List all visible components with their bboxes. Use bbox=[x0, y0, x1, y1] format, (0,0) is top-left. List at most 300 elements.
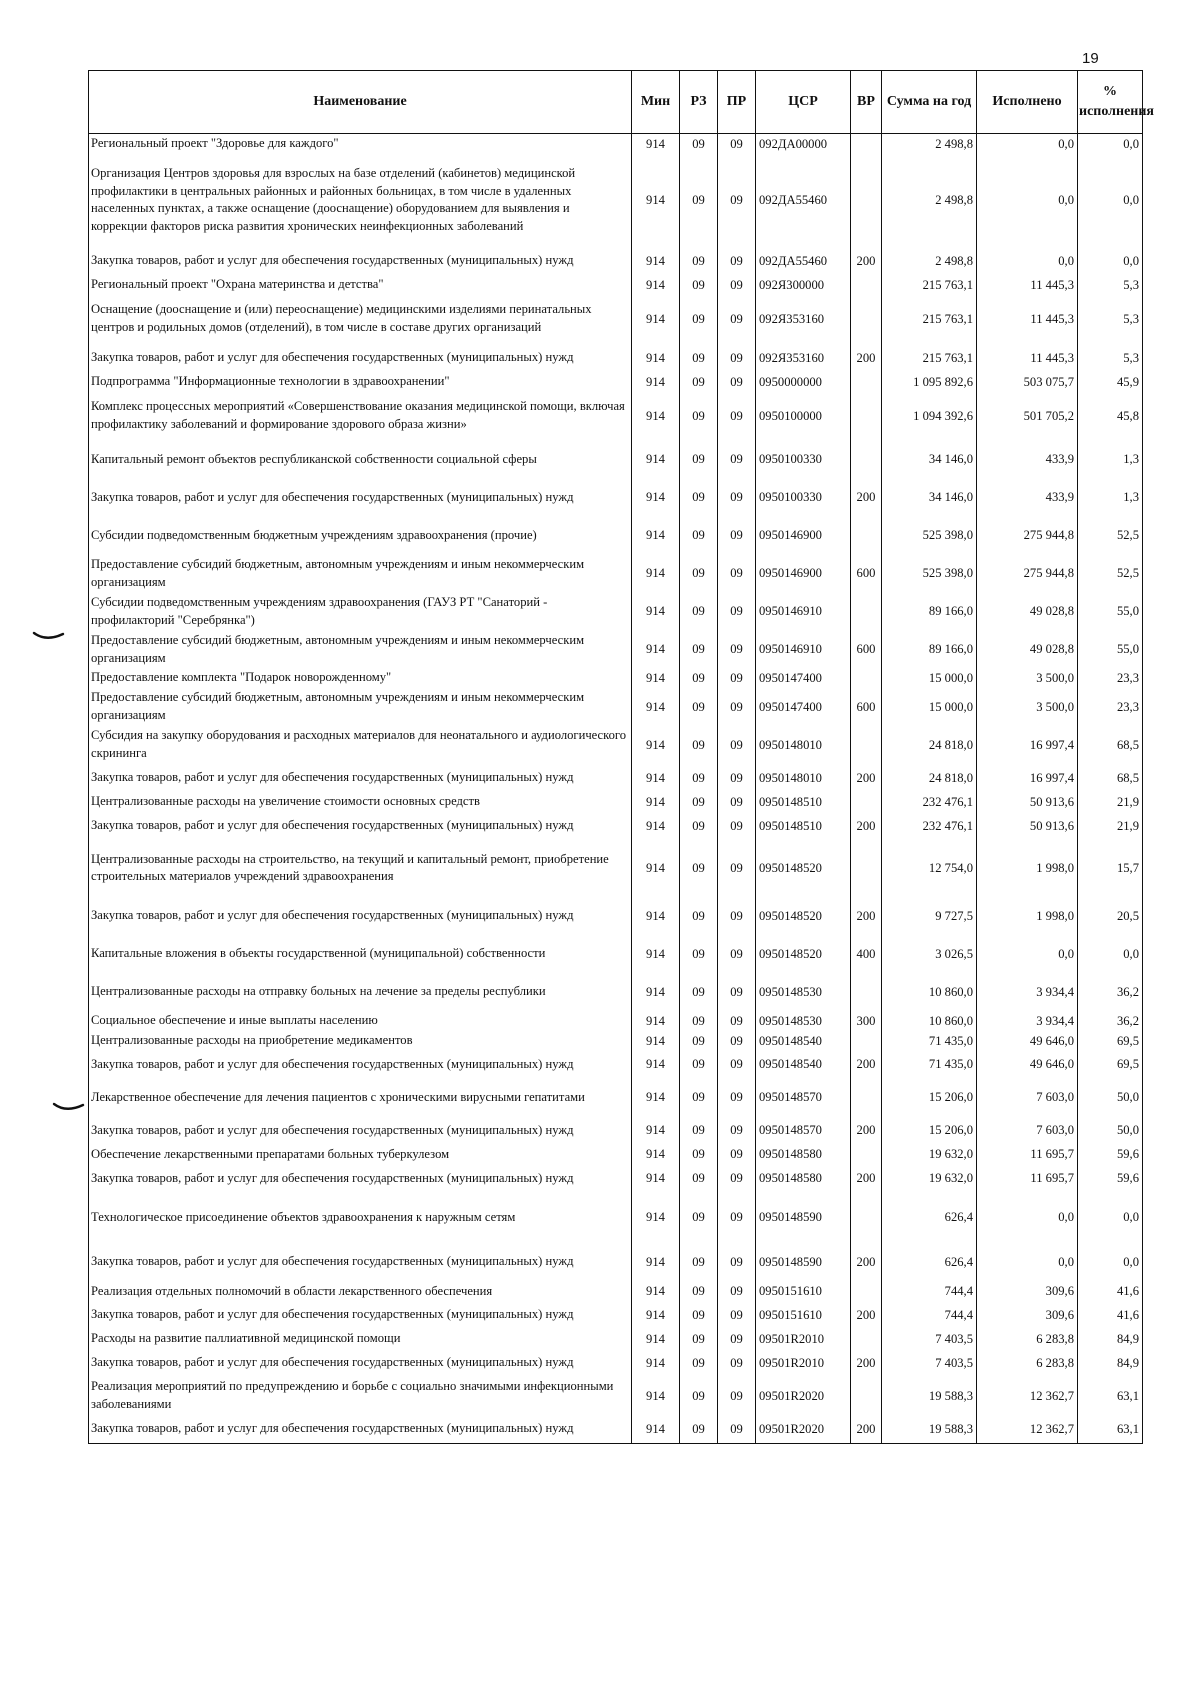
row-vr bbox=[851, 1193, 882, 1243]
table-row bbox=[89, 1282, 1143, 1302]
row-rz: 09 bbox=[680, 1301, 718, 1329]
row-min: 914 bbox=[632, 1011, 680, 1031]
table-row bbox=[89, 134, 1143, 154]
row-sum: 215 763,1 bbox=[882, 295, 977, 344]
row-pr: 09 bbox=[718, 935, 756, 973]
row-pct: 63,1 bbox=[1078, 1377, 1143, 1415]
row-pct: 5,3 bbox=[1078, 295, 1143, 344]
row-name: Подпрограмма "Информационные технологии в здравоохранении" bbox=[89, 372, 632, 392]
row-exec: 0,0 bbox=[977, 1193, 1078, 1243]
row-vr bbox=[851, 1282, 882, 1302]
row-min: 914 bbox=[632, 392, 680, 441]
table-row bbox=[89, 479, 1143, 517]
row-pct: 1,3 bbox=[1078, 479, 1143, 517]
table-row bbox=[89, 441, 1143, 479]
row-rz: 09 bbox=[680, 792, 718, 812]
row-rz: 09 bbox=[680, 897, 718, 935]
row-rz: 09 bbox=[680, 479, 718, 517]
row-exec: 0,0 bbox=[977, 247, 1078, 275]
row-min: 914 bbox=[632, 555, 680, 593]
row-exec: 3 500,0 bbox=[977, 668, 1078, 688]
row-csr: 0950148010 bbox=[756, 764, 851, 792]
row-sum: 525 398,0 bbox=[882, 555, 977, 593]
row-csr: 0950100330 bbox=[756, 441, 851, 479]
row-rz: 09 bbox=[680, 812, 718, 840]
row-sum: 3 026,5 bbox=[882, 935, 977, 973]
row-rz: 09 bbox=[680, 688, 718, 726]
row-rz: 09 bbox=[680, 295, 718, 344]
table-row bbox=[89, 517, 1143, 555]
row-csr: 0950148510 bbox=[756, 792, 851, 812]
row-rz: 09 bbox=[680, 1415, 718, 1443]
row-pr: 09 bbox=[718, 1079, 756, 1117]
row-vr bbox=[851, 275, 882, 295]
row-pr: 09 bbox=[718, 668, 756, 688]
row-sum: 71 435,0 bbox=[882, 1031, 977, 1051]
table-row bbox=[89, 973, 1143, 1011]
row-exec: 49 028,8 bbox=[977, 593, 1078, 631]
table-row bbox=[89, 840, 1143, 897]
column-header-min: Мин bbox=[632, 71, 680, 134]
row-vr bbox=[851, 372, 882, 392]
row-sum: 89 166,0 bbox=[882, 631, 977, 669]
row-sum: 34 146,0 bbox=[882, 441, 977, 479]
row-exec: 11 695,7 bbox=[977, 1145, 1078, 1165]
row-rz: 09 bbox=[680, 344, 718, 372]
table-row bbox=[89, 247, 1143, 275]
row-csr: 092Я300000 bbox=[756, 275, 851, 295]
row-vr bbox=[851, 668, 882, 688]
row-vr bbox=[851, 1031, 882, 1051]
row-vr: 200 bbox=[851, 247, 882, 275]
row-csr: 09501R2010 bbox=[756, 1329, 851, 1349]
row-pct: 0,0 bbox=[1078, 935, 1143, 973]
row-pct: 5,3 bbox=[1078, 275, 1143, 295]
row-rz: 09 bbox=[680, 134, 718, 154]
row-min: 914 bbox=[632, 1349, 680, 1377]
row-vr: 600 bbox=[851, 631, 882, 669]
row-csr: 0950148510 bbox=[756, 812, 851, 840]
budget-table bbox=[88, 70, 1155, 1444]
row-vr: 200 bbox=[851, 812, 882, 840]
row-exec: 1 998,0 bbox=[977, 897, 1078, 935]
row-rz: 09 bbox=[680, 973, 718, 1011]
row-pct: 45,9 bbox=[1078, 372, 1143, 392]
row-exec: 501 705,2 bbox=[977, 392, 1078, 441]
table-row bbox=[89, 1377, 1143, 1415]
table-row bbox=[89, 1079, 1143, 1117]
row-exec: 11 695,7 bbox=[977, 1165, 1078, 1193]
row-vr bbox=[851, 134, 882, 154]
row-name: Комплекс процессных мероприятий «Совершенствование оказания медицинской помощи, включая профилактику заболеваний и формирование здорового образа жизни» bbox=[89, 392, 632, 441]
table-body bbox=[89, 134, 1143, 1444]
row-csr: 092ДА00000 bbox=[756, 134, 851, 154]
table-row bbox=[89, 1349, 1143, 1377]
row-pr: 09 bbox=[718, 1349, 756, 1377]
row-pct: 63,1 bbox=[1078, 1415, 1143, 1443]
row-csr: 0950148520 bbox=[756, 840, 851, 897]
row-pr: 09 bbox=[718, 441, 756, 479]
row-pr: 09 bbox=[718, 726, 756, 764]
row-pr: 09 bbox=[718, 973, 756, 1011]
row-exec: 309,6 bbox=[977, 1301, 1078, 1329]
row-name: Закупка товаров, работ и услуг для обеспечения государственных (муниципальных) нужд bbox=[89, 1051, 632, 1079]
row-vr bbox=[851, 973, 882, 1011]
row-pr: 09 bbox=[718, 1377, 756, 1415]
row-pr: 09 bbox=[718, 764, 756, 792]
row-pct: 84,9 bbox=[1078, 1349, 1143, 1377]
row-min: 914 bbox=[632, 897, 680, 935]
table-row bbox=[89, 726, 1143, 764]
row-min: 914 bbox=[632, 134, 680, 154]
table-row bbox=[89, 1031, 1143, 1051]
row-pct: 69,5 bbox=[1078, 1051, 1143, 1079]
row-exec: 503 075,7 bbox=[977, 372, 1078, 392]
row-pr: 09 bbox=[718, 154, 756, 247]
row-exec: 6 283,8 bbox=[977, 1329, 1078, 1349]
row-name: Расходы на развитие паллиативной медицинской помощи bbox=[89, 1329, 632, 1349]
row-exec: 11 445,3 bbox=[977, 344, 1078, 372]
row-sum: 71 435,0 bbox=[882, 1051, 977, 1079]
row-pr: 09 bbox=[718, 372, 756, 392]
row-vr: 200 bbox=[851, 479, 882, 517]
row-rz: 09 bbox=[680, 1282, 718, 1302]
row-pr: 09 bbox=[718, 1051, 756, 1079]
row-rz: 09 bbox=[680, 1145, 718, 1165]
row-pr: 09 bbox=[718, 1165, 756, 1193]
row-pr: 09 bbox=[718, 1117, 756, 1145]
row-csr: 0950147400 bbox=[756, 688, 851, 726]
row-csr: 0950148590 bbox=[756, 1243, 851, 1282]
row-sum: 215 763,1 bbox=[882, 275, 977, 295]
row-csr: 0950151610 bbox=[756, 1301, 851, 1329]
row-pr: 09 bbox=[718, 247, 756, 275]
table-row bbox=[89, 764, 1143, 792]
row-pct: 55,0 bbox=[1078, 631, 1143, 669]
row-name: Организация Центров здоровья для взрослых на базе отделений (кабинетов) медицинской профилактики в центральных районных и районных больницах, в том числе в удаленных населенных пунктах, а также оснащение (дооснащение) оборудованием для выявления и коррекции факторов риска развития хронических неинфекционных заболеваний bbox=[89, 154, 632, 247]
row-pct: 59,6 bbox=[1078, 1145, 1143, 1165]
row-vr: 300 bbox=[851, 1011, 882, 1031]
row-pct: 45,8 bbox=[1078, 392, 1143, 441]
row-csr: 092ДА55460 bbox=[756, 247, 851, 275]
row-sum: 89 166,0 bbox=[882, 593, 977, 631]
row-sum: 24 818,0 bbox=[882, 764, 977, 792]
row-vr: 200 bbox=[851, 1243, 882, 1282]
row-name: Закупка товаров, работ и услуг для обеспечения государственных (муниципальных) нужд bbox=[89, 479, 632, 517]
row-min: 914 bbox=[632, 1193, 680, 1243]
row-sum: 2 498,8 bbox=[882, 247, 977, 275]
row-rz: 09 bbox=[680, 1193, 718, 1243]
table-row bbox=[89, 372, 1143, 392]
row-sum: 215 763,1 bbox=[882, 344, 977, 372]
row-min: 914 bbox=[632, 1165, 680, 1193]
table-row bbox=[89, 275, 1143, 295]
row-pr: 09 bbox=[718, 275, 756, 295]
table-header bbox=[89, 71, 1155, 134]
row-name: Капитальные вложения в объекты государственной (муниципальной) собственности bbox=[89, 935, 632, 973]
row-pct: 84,9 bbox=[1078, 1329, 1143, 1349]
row-min: 914 bbox=[632, 935, 680, 973]
table-row bbox=[89, 631, 1143, 669]
row-csr: 0950148540 bbox=[756, 1051, 851, 1079]
row-sum: 7 403,5 bbox=[882, 1329, 977, 1349]
row-pct: 23,3 bbox=[1078, 668, 1143, 688]
table-row bbox=[89, 555, 1143, 593]
row-exec: 433,9 bbox=[977, 479, 1078, 517]
row-min: 914 bbox=[632, 441, 680, 479]
table-row bbox=[89, 935, 1143, 973]
row-csr: 0950100330 bbox=[756, 479, 851, 517]
row-vr: 600 bbox=[851, 555, 882, 593]
table-row bbox=[89, 1117, 1143, 1145]
row-name: Закупка товаров, работ и услуг для обеспечения государственных (муниципальных) нужд bbox=[89, 897, 632, 935]
row-pct: 20,5 bbox=[1078, 897, 1143, 935]
row-exec: 0,0 bbox=[977, 1243, 1078, 1282]
column-header-pct: % исполнения bbox=[1078, 71, 1143, 134]
table-row bbox=[89, 1301, 1143, 1329]
table-row bbox=[89, 295, 1143, 344]
row-name: Капитальный ремонт объектов республиканской собственности социальной сферы bbox=[89, 441, 632, 479]
row-sum: 15 206,0 bbox=[882, 1117, 977, 1145]
row-vr: 200 bbox=[851, 1415, 882, 1443]
row-sum: 1 094 392,6 bbox=[882, 392, 977, 441]
row-csr: 0950148520 bbox=[756, 935, 851, 973]
row-min: 914 bbox=[632, 1415, 680, 1443]
row-pct: 36,2 bbox=[1078, 973, 1143, 1011]
margin-pen-mark bbox=[32, 630, 66, 644]
row-name: Закупка товаров, работ и услуг для обеспечения государственных (муниципальных) нужд bbox=[89, 812, 632, 840]
row-rz: 09 bbox=[680, 275, 718, 295]
row-vr: 600 bbox=[851, 688, 882, 726]
row-sum: 19 588,3 bbox=[882, 1377, 977, 1415]
row-min: 914 bbox=[632, 668, 680, 688]
table-row bbox=[89, 344, 1143, 372]
row-csr: 0950148580 bbox=[756, 1165, 851, 1193]
row-rz: 09 bbox=[680, 1243, 718, 1282]
row-pct: 59,6 bbox=[1078, 1165, 1143, 1193]
row-vr bbox=[851, 154, 882, 247]
row-name: Централизованные расходы на строительство, на текущий и капитальный ремонт, приобретение строительных материалов учреждений здравоохранения bbox=[89, 840, 632, 897]
row-vr: 200 bbox=[851, 1301, 882, 1329]
row-csr: 0950148580 bbox=[756, 1145, 851, 1165]
row-vr bbox=[851, 593, 882, 631]
row-name: Субсидии подведомственным учреждениям здравоохранения (ГАУЗ РТ "Санаторий - профилакторий "Серебрянка") bbox=[89, 593, 632, 631]
row-rz: 09 bbox=[680, 1377, 718, 1415]
row-sum: 34 146,0 bbox=[882, 479, 977, 517]
row-sum: 744,4 bbox=[882, 1301, 977, 1329]
table-row bbox=[89, 1051, 1143, 1079]
row-pct: 0,0 bbox=[1078, 134, 1143, 154]
row-name: Реализация отдельных полномочий в области лекарственного обеспечения bbox=[89, 1282, 632, 1302]
row-min: 914 bbox=[632, 812, 680, 840]
row-vr: 400 bbox=[851, 935, 882, 973]
row-min: 914 bbox=[632, 631, 680, 669]
table-row bbox=[89, 1243, 1143, 1282]
row-vr: 200 bbox=[851, 1051, 882, 1079]
margin-pen-mark bbox=[52, 1101, 86, 1115]
row-vr: 200 bbox=[851, 1165, 882, 1193]
page-number: 19 bbox=[1082, 50, 1099, 67]
row-pr: 09 bbox=[718, 1031, 756, 1051]
row-name: Предоставление комплекта "Подарок новорожденному" bbox=[89, 668, 632, 688]
row-sum: 9 727,5 bbox=[882, 897, 977, 935]
row-sum: 15 000,0 bbox=[882, 668, 977, 688]
column-header-rz: РЗ bbox=[680, 71, 718, 134]
row-min: 914 bbox=[632, 792, 680, 812]
row-csr: 0950151610 bbox=[756, 1282, 851, 1302]
row-name: Централизованные расходы на отправку больных на лечение за пределы республики bbox=[89, 973, 632, 1011]
row-min: 914 bbox=[632, 479, 680, 517]
row-pr: 09 bbox=[718, 631, 756, 669]
column-header-vr: ВР bbox=[851, 71, 882, 134]
row-exec: 3 934,4 bbox=[977, 1011, 1078, 1031]
row-csr: 0950148010 bbox=[756, 726, 851, 764]
row-min: 914 bbox=[632, 1117, 680, 1145]
row-pct: 0,0 bbox=[1078, 1243, 1143, 1282]
row-pct: 36,2 bbox=[1078, 1011, 1143, 1031]
row-name: Региональный проект "Здоровье для каждого" bbox=[89, 134, 632, 154]
row-name: Централизованные расходы на увеличение стоимости основных средств bbox=[89, 792, 632, 812]
row-exec: 11 445,3 bbox=[977, 295, 1078, 344]
row-csr: 0950148570 bbox=[756, 1079, 851, 1117]
row-exec: 49 646,0 bbox=[977, 1051, 1078, 1079]
row-exec: 50 913,6 bbox=[977, 792, 1078, 812]
table-row bbox=[89, 1193, 1143, 1243]
row-exec: 275 944,8 bbox=[977, 555, 1078, 593]
row-pct: 41,6 bbox=[1078, 1301, 1143, 1329]
row-exec: 6 283,8 bbox=[977, 1349, 1078, 1377]
row-rz: 09 bbox=[680, 593, 718, 631]
row-pr: 09 bbox=[718, 392, 756, 441]
table-row bbox=[89, 1329, 1143, 1349]
row-exec: 49 646,0 bbox=[977, 1031, 1078, 1051]
row-min: 914 bbox=[632, 840, 680, 897]
row-sum: 10 860,0 bbox=[882, 1011, 977, 1031]
row-rz: 09 bbox=[680, 1329, 718, 1349]
row-pr: 09 bbox=[718, 593, 756, 631]
row-pct: 50,0 bbox=[1078, 1117, 1143, 1145]
row-min: 914 bbox=[632, 1145, 680, 1165]
row-csr: 0950100000 bbox=[756, 392, 851, 441]
row-name: Централизованные расходы на приобретение медикаментов bbox=[89, 1031, 632, 1051]
row-rz: 09 bbox=[680, 840, 718, 897]
row-rz: 09 bbox=[680, 668, 718, 688]
row-name: Оснащение (дооснащение и (или) переоснащение) медицинскими изделиями перинатальных центров и родильных домов (отделений), в том числе в составе других организаций bbox=[89, 295, 632, 344]
table-row bbox=[89, 668, 1143, 688]
row-vr bbox=[851, 792, 882, 812]
row-pct: 69,5 bbox=[1078, 1031, 1143, 1051]
row-name: Социальное обеспечение и иные выплаты населению bbox=[89, 1011, 632, 1031]
row-name: Закупка товаров, работ и услуг для обеспечения государственных (муниципальных) нужд bbox=[89, 1415, 632, 1443]
row-exec: 309,6 bbox=[977, 1282, 1078, 1302]
row-name: Технологическое присоединение объектов здравоохранения к наружным сетям bbox=[89, 1193, 632, 1243]
row-rz: 09 bbox=[680, 1011, 718, 1031]
row-min: 914 bbox=[632, 1301, 680, 1329]
row-exec: 0,0 bbox=[977, 134, 1078, 154]
row-rz: 09 bbox=[680, 1051, 718, 1079]
row-vr: 200 bbox=[851, 344, 882, 372]
row-pct: 1,3 bbox=[1078, 441, 1143, 479]
row-exec: 16 997,4 bbox=[977, 726, 1078, 764]
row-min: 914 bbox=[632, 372, 680, 392]
row-vr: 200 bbox=[851, 1349, 882, 1377]
column-header-pr: ПР bbox=[718, 71, 756, 134]
row-csr: 0950148590 bbox=[756, 1193, 851, 1243]
row-sum: 24 818,0 bbox=[882, 726, 977, 764]
row-csr: 0950146910 bbox=[756, 593, 851, 631]
table-row bbox=[89, 1415, 1143, 1443]
row-vr: 200 bbox=[851, 764, 882, 792]
row-name: Лекарственное обеспечение для лечения пациентов с хроническими вирусными гепатитами bbox=[89, 1079, 632, 1117]
row-sum: 2 498,8 bbox=[882, 134, 977, 154]
table-row bbox=[89, 792, 1143, 812]
row-min: 914 bbox=[632, 344, 680, 372]
row-pr: 09 bbox=[718, 1145, 756, 1165]
row-pr: 09 bbox=[718, 1415, 756, 1443]
row-pct: 0,0 bbox=[1078, 1193, 1143, 1243]
row-pr: 09 bbox=[718, 134, 756, 154]
row-sum: 10 860,0 bbox=[882, 973, 977, 1011]
row-rz: 09 bbox=[680, 517, 718, 555]
row-csr: 0950148530 bbox=[756, 973, 851, 1011]
row-pr: 09 bbox=[718, 1329, 756, 1349]
row-csr: 0950148570 bbox=[756, 1117, 851, 1145]
row-min: 914 bbox=[632, 1051, 680, 1079]
row-name: Закупка товаров, работ и услуг для обеспечения государственных (муниципальных) нужд bbox=[89, 1165, 632, 1193]
row-min: 914 bbox=[632, 275, 680, 295]
row-min: 914 bbox=[632, 973, 680, 1011]
row-pr: 09 bbox=[718, 555, 756, 593]
row-name: Закупка товаров, работ и услуг для обеспечения государственных (муниципальных) нужд bbox=[89, 1301, 632, 1329]
row-pct: 41,6 bbox=[1078, 1282, 1143, 1302]
row-rz: 09 bbox=[680, 1031, 718, 1051]
row-pct: 15,7 bbox=[1078, 840, 1143, 897]
row-vr: 200 bbox=[851, 897, 882, 935]
row-exec: 3 500,0 bbox=[977, 688, 1078, 726]
row-csr: 092ДА55460 bbox=[756, 154, 851, 247]
row-name: Предоставление субсидий бюджетным, автономным учреждениям и иным некоммерческим организациям bbox=[89, 631, 632, 669]
row-min: 914 bbox=[632, 764, 680, 792]
row-rz: 09 bbox=[680, 372, 718, 392]
row-exec: 0,0 bbox=[977, 935, 1078, 973]
row-rz: 09 bbox=[680, 1079, 718, 1117]
row-rz: 09 bbox=[680, 1349, 718, 1377]
row-sum: 744,4 bbox=[882, 1282, 977, 1302]
row-name: Закупка товаров, работ и услуг для обеспечения государственных (муниципальных) нужд bbox=[89, 247, 632, 275]
row-csr: 0950147400 bbox=[756, 668, 851, 688]
row-pr: 09 bbox=[718, 812, 756, 840]
row-pct: 68,5 bbox=[1078, 726, 1143, 764]
row-min: 914 bbox=[632, 1282, 680, 1302]
row-min: 914 bbox=[632, 154, 680, 247]
row-csr: 0950148540 bbox=[756, 1031, 851, 1051]
row-sum: 626,4 bbox=[882, 1243, 977, 1282]
row-sum: 2 498,8 bbox=[882, 154, 977, 247]
row-pr: 09 bbox=[718, 1193, 756, 1243]
row-vr bbox=[851, 295, 882, 344]
row-name: Закупка товаров, работ и услуг для обеспечения государственных (муниципальных) нужд bbox=[89, 1117, 632, 1145]
row-sum: 19 632,0 bbox=[882, 1165, 977, 1193]
row-name: Предоставление субсидий бюджетным, автономным учреждениям и иным некоммерческим организациям bbox=[89, 688, 632, 726]
row-vr bbox=[851, 517, 882, 555]
row-pr: 09 bbox=[718, 1282, 756, 1302]
row-exec: 1 998,0 bbox=[977, 840, 1078, 897]
table-row bbox=[89, 812, 1143, 840]
row-pct: 5,3 bbox=[1078, 344, 1143, 372]
row-vr bbox=[851, 726, 882, 764]
row-pr: 09 bbox=[718, 344, 756, 372]
row-exec: 12 362,7 bbox=[977, 1377, 1078, 1415]
